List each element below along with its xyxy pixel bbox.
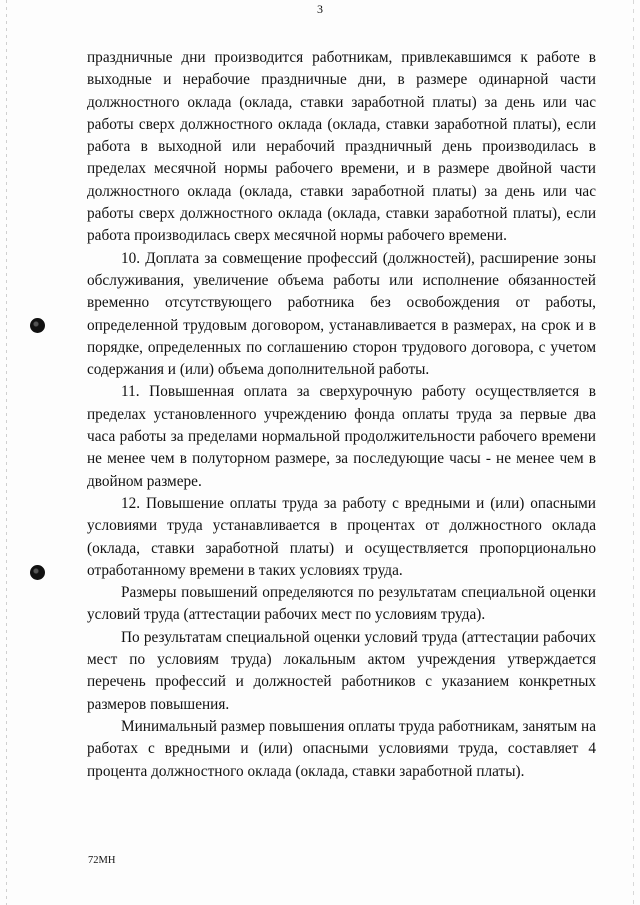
scan-edge-left [6, 0, 7, 905]
punch-hole-mark [30, 318, 45, 333]
punch-hole-mark [30, 565, 45, 580]
paragraph-raise-amounts: Размеры повышений определяются по результатам специальной оценки условий труда (аттестации рабочих мест по условиям труда). [87, 584, 596, 624]
document-body [87, 47, 596, 783]
paragraph-clause-12: 12. Повышение оплаты труда за работу с вредными и (или) опасными условиями труда устанавливается в процентах от должностного оклада (оклада, ставки заработной платы) и осуществляется пропорционально отработанному времени в таких условиях труда. [87, 494, 596, 579]
paragraph-clause-10: 10. Доплата за совмещение профессий (должностей), расширение зоны обслуживания, увеличение объема работы или исполнение обязанностей временно отсутствующего работника без освобождения от работы, определенной трудовым договором, устанавливается в размерах, на срок и в порядке, определенных по соглашению сторон трудового договора, с учетом содержания и (или) объема дополнительной работы. [87, 249, 596, 379]
paragraph-holiday-pay-continuation: праздничные дни производится работникам, привлекавшимся к работе в выходные и нерабочие праздничные дни, в размере одинарной части должностного оклада (оклада, ставки заработной платы) за день или час работы сверх должностного оклада (оклада, ставки заработной платы), если работа в выходной или нерабочий праздничный день производилась в пределах месячной нормы рабочего времени, и в размере двойной части должностного оклада (оклада, ставки заработной платы) за день или час работы сверх должностного оклада (оклада, ставки заработной платы), если работа производилась сверх месячной нормы рабочего времени. [87, 49, 596, 245]
paragraph-clause-11: 11. Повышенная оплата за сверхурочную работу осуществляется в пределах установленного учреждению фонда оплаты труда за первые два часа работы за пределами нормальной продолжительности рабочего времени не менее чем в полуторном размере, за последующие часы - не менее чем в двойном размере. [87, 383, 596, 490]
paragraph-minimum-raise: Минимальный размер повышения оплаты труда работникам, занятым на работах с вредными и (или) опасными условиями труда, составляет 4 процента должностного оклада (оклада, ставки заработной платы). [87, 717, 596, 780]
document-footer-code: 72МН [88, 855, 116, 866]
scan-edge-right [633, 0, 634, 905]
paragraph-local-act: По результатам специальной оценки условий труда (аттестации рабочих мест по условиям труда) локальным актом учреждения утверждается перечень профессий и должностей работников с указанием конкретных размеров повышения. [87, 628, 596, 713]
page-number: 3 [317, 2, 323, 16]
